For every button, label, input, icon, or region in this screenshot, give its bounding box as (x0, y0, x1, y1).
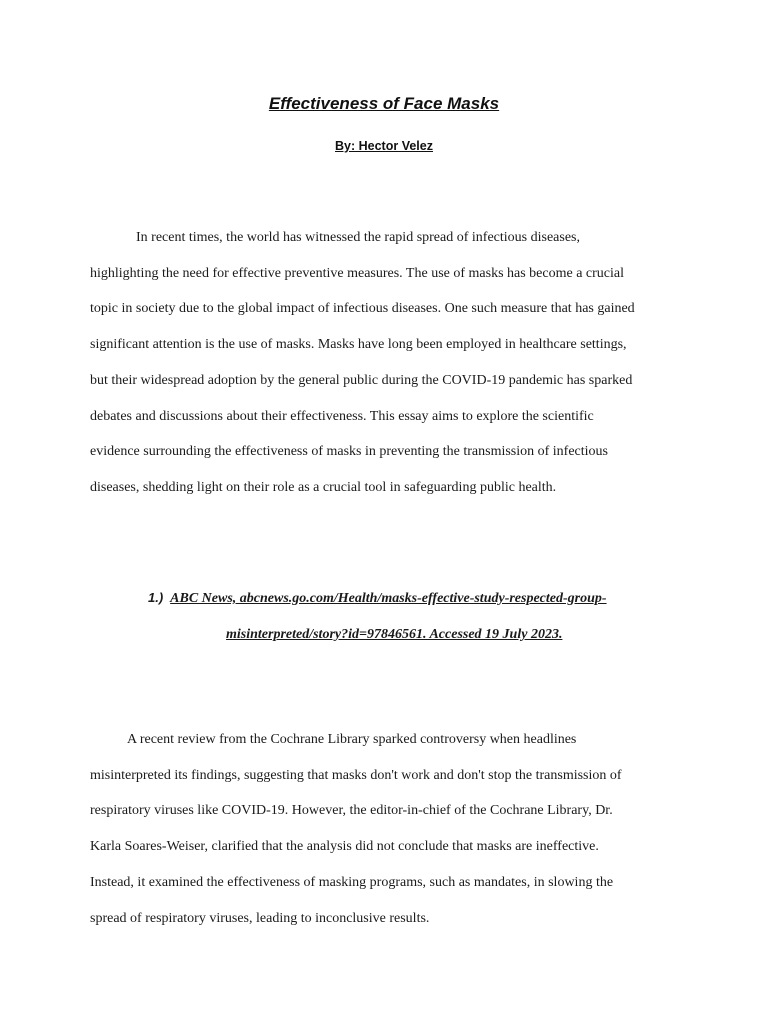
paragraph-line: but their widespread adoption by the general public during the COVID-19 pandemic has sparked (90, 372, 633, 388)
body-paragraph (90, 722, 680, 936)
paragraph-line: significant attention is the use of masks. Masks have long been employed in healthcare settings, (90, 337, 627, 353)
paragraph-line: A recent review from the Cochrane Library sparked controversy when headlines (127, 732, 577, 747)
paragraph-line: topic in society due to the global impact of infectious diseases. One such measure that has gained (90, 301, 635, 317)
citation-link-line-1[interactable]: ABC News, abcnews.go.com/Health/masks-effective-study-respected-group- (170, 591, 607, 606)
paragraph-line: diseases, shedding light on their role as a crucial tool in safeguarding public health. (90, 479, 557, 495)
paragraph-line: highlighting the need for effective preventive measures. The use of masks has become a crucial (90, 265, 625, 281)
intro-paragraph (90, 220, 680, 506)
paragraph-line: evidence surrounding the effectiveness of masks in preventing the transmission of infectious (90, 444, 608, 460)
author-byline: By: Hector Velez (335, 139, 433, 153)
paragraph-line: misinterpreted its findings, suggesting that masks don't work and don't stop the transmission of (90, 767, 622, 783)
citation-link-line-2[interactable]: misinterpreted/story?id=97846561. Accessed 19 July 2023. (226, 627, 563, 642)
citation-entry (140, 580, 660, 653)
paragraph-line: Karla Soares-Weiser, clarified that the analysis did not conclude that masks are ineffective. (90, 839, 599, 855)
document-title: Effectiveness of Face Masks (268, 94, 500, 113)
paragraph-line: Instead, it examined the effectiveness of masking programs, such as mandates, in slowing the (90, 874, 614, 890)
paragraph-line: In recent times, the world has witnessed the rapid spread of infectious diseases, (136, 230, 580, 245)
paragraph-line: spread of respiratory viruses, leading to inconclusive results. (90, 910, 430, 926)
paragraph-line: respiratory viruses like COVID-19. However, the editor-in-chief of the Cochrane Library, Dr. (90, 803, 613, 819)
citation-number: 1.) (148, 590, 164, 605)
paragraph-line: debates and discussions about their effectiveness. This essay aims to explore the scientific (90, 408, 594, 424)
